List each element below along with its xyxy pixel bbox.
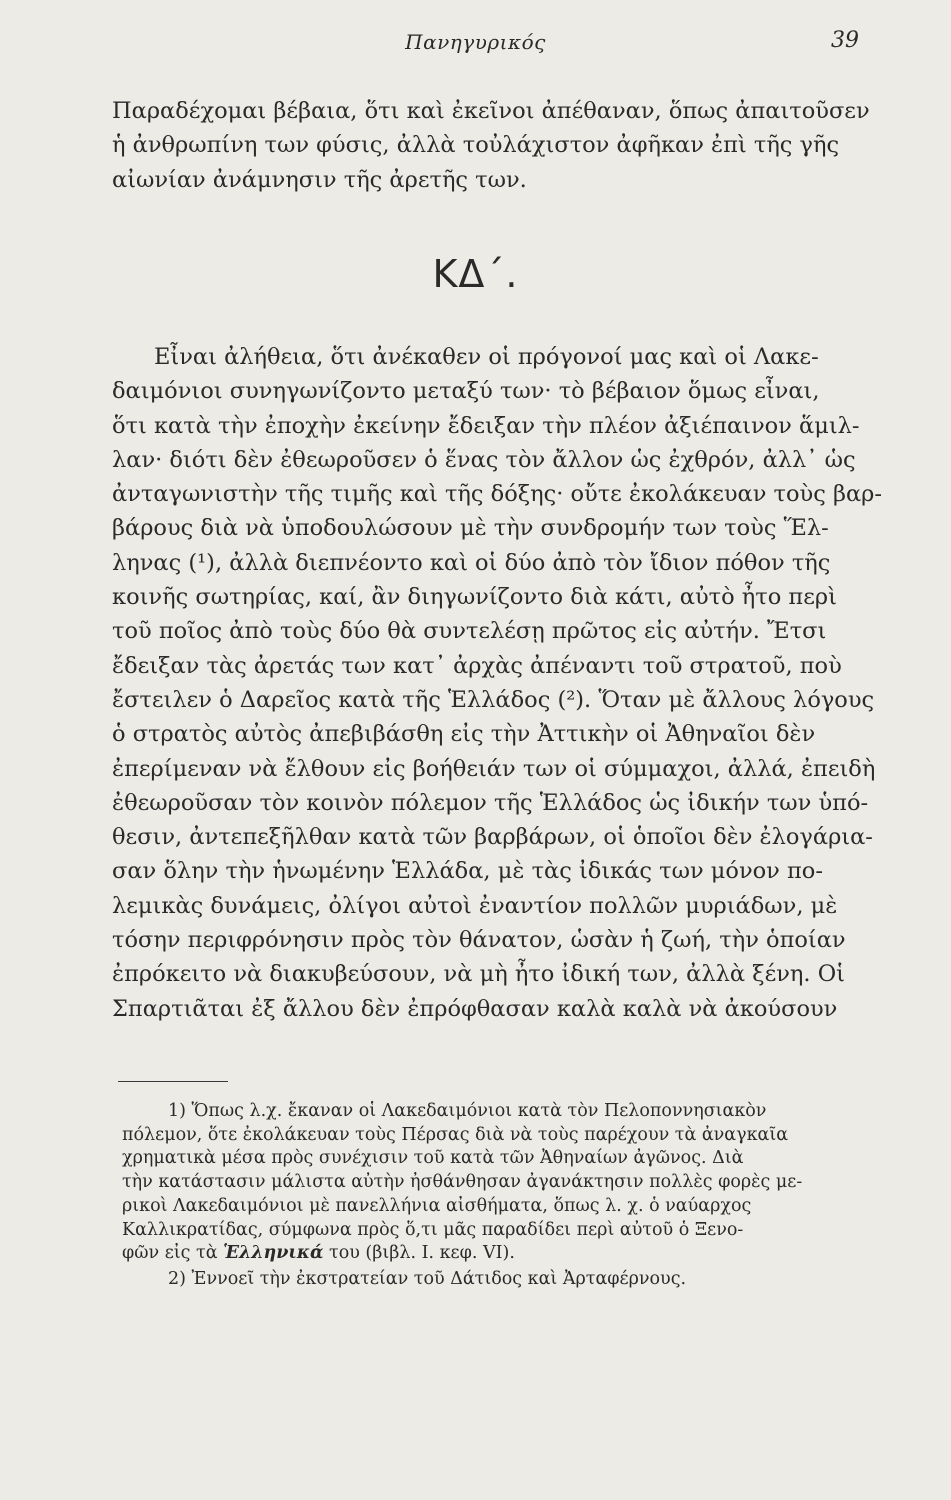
footnote-text: του (βιβλ. Ι. κεφ. VI). xyxy=(323,1243,515,1264)
footnote-line: πόλεμον, ὅτε ἐκολάκευαν τοὺς Πέρσας διὰ νὰ τοὺς παρέχουν τὰ ἀναγκαῖα xyxy=(122,1124,789,1145)
paragraph-1 xyxy=(112,94,880,197)
text-line: ἀνταγωνιστὴν τῆς τιμῆς καὶ τῆς δόξης· οὔτε ἐκολάκευαν τοὺς βαρ- xyxy=(112,481,883,508)
text-line: κοινῆς σωτηρίας, καί, ἂν διηγωνίζοντο διὰ κάτι, αὐτὸ ἦτο περὶ xyxy=(112,584,837,611)
footnote-line: 1) Ὅπως λ.χ. ἔκαναν οἱ Λακεδαιμόνιοι κατὰ τὸν Πελοποννησιακὸν xyxy=(168,1101,767,1121)
text-line: ἔδειξαν τὰς ἀρετάς των κατ᾽ ἀρχὰς ἀπέναντι τοῦ στρατοῦ, ποὺ xyxy=(112,652,842,679)
text-line: Παραδέχομαι βέβαια, ὅτι καὶ ἐκεῖνοι ἀπέθαναν, ὅπως ἀπαιτοῦσεν xyxy=(112,98,870,124)
text-line: ἡ ἀνθρωπίνη των φύσις, ἀλλὰ τοὐλάχιστον ἀφῆκαν ἐπὶ τῆς γῆς xyxy=(112,132,840,159)
running-title: Πανηγυρικός xyxy=(405,30,546,54)
footnote-line: χρηματικὰ μέσα πρὸς συνέχισιν τοῦ κατὰ τῶν Ἀθηναίων ἀγῶνος. Διὰ xyxy=(122,1148,744,1169)
text-line: δαιμόνιοι συνηγωνίζοντο μεταξύ των· τὸ βέβαιον ὅμως εἶναι, xyxy=(112,378,820,405)
text-line: Σπαρτιᾶται ἐξ ἄλλου δὲν ἐπρόφθασαν καλὰ καλὰ νὰ ἀκούσουν xyxy=(112,995,838,1022)
text-line: ληνας (¹), ἀλλὰ διεπνέοντο καὶ οἱ δύο ἀπὸ τὸν ἴδιον πόθον τῆς xyxy=(112,549,831,576)
footnote-2: 2) Ἐννοεῖ τὴν ἐκστρατείαν τοῦ Δάτιδος καὶ Ἀρταφέρνους. xyxy=(168,1268,687,1289)
book-title-reference: Ἑλληνικά xyxy=(223,1243,324,1264)
footnote-separator xyxy=(118,1081,228,1082)
text-line: θεσιν, ἀντεπεξῆλθαν κατὰ τῶν βαρβάρων, οἱ ὁποῖοι δὲν ἐλογάρια- xyxy=(112,824,873,851)
footnote-1 xyxy=(122,1100,882,1266)
text-line: ἐπρόκειτο νὰ διακυβεύσουν, νὰ μὴ ἦτο ἰδική των, ἀλλὰ ξένη. Οἱ xyxy=(112,961,845,988)
footnote-text: φῶν εἰς τὰ xyxy=(122,1243,224,1264)
running-head xyxy=(0,28,951,58)
text-line: λεμικὰς δυνάμεις, ὀλίγοι αὐτοὶ ἐναντίον πολλῶν μυριάδων, μὲ xyxy=(112,892,838,919)
text-line: ὅτι κατὰ τὴν ἐποχὴν ἐκείνην ἔδειξαν τὴν πλέον ἀξιέπαινον ἅμιλ- xyxy=(112,412,860,439)
text-line: αἰωνίαν ἀνάμνησιν τῆς ἀρετῆς των. xyxy=(112,166,527,193)
text-line: ὁ στρατὸς αὐτὸς ἀπεβιβάσθη εἰς τὴν Ἀττικὴν οἱ Ἀθηναῖοι δὲν xyxy=(112,721,816,748)
text-line: τοῦ ποῖος ἀπὸ τοὺς δύο θὰ συντελέσῃ πρῶτος εἰς αὐτήν. Ἔτσι xyxy=(112,618,827,645)
text-line: τόσην περιφρόνησιν πρὸς τὸν θάνατον, ὡσὰν ἡ ζωή, τὴν ὁποίαν xyxy=(112,927,846,954)
text-line: Εἶναι ἀλήθεια, ὅτι ἀνέκαθεν οἱ πρόγονοί μας καὶ οἱ Λακε- xyxy=(154,344,819,370)
footnote-line: τὴν κατάστασιν μάλιστα αὐτὴν ἠσθάνθησαν ἀγανάκτησιν πολλὲς φορὲς με- xyxy=(122,1172,803,1193)
footnotes xyxy=(122,1100,882,1292)
text-line: σαν ὅλην τὴν ἡνωμένην Ἑλλάδα, μὲ τὰς ἰδικάς των μόνον πο- xyxy=(112,858,823,885)
text-line: ἐθεωροῦσαν τὸν κοινὸν πόλεμον τῆς Ἑλλάδος ὡς ἰδικήν των ὑπό- xyxy=(112,789,869,816)
footnote-line: Καλλικρατίδας, σύμφωνα πρὸς ὅ,τι μᾶς παραδίδει περὶ αὐτοῦ ὁ Ξενο- xyxy=(122,1219,744,1240)
chapter-heading: ΚΔ΄. xyxy=(432,252,519,296)
text-line: ἔστειλεν ὁ Δαρεῖος κατὰ τῆς Ἑλλάδος (²). Ὅταν μὲ ἄλλους λόγους xyxy=(112,686,875,713)
text-line: βάρους διὰ νὰ ὑποδουλώσουν μὲ τὴν συνδρομήν των τοὺς Ἕλ- xyxy=(112,515,829,542)
page-number: 39 xyxy=(831,28,859,53)
footnote-line xyxy=(122,1242,882,1266)
text-line: ἐπερίμεναν νὰ ἔλθουν εἰς βοήθειάν των οἱ σύμμαχοι, ἀλλά, ἐπειδὴ xyxy=(112,755,876,782)
footnote-line: ρικοὶ Λακεδαιμόνιοι μὲ πανελλήνια αἰσθήματα, ὅπως λ. χ. ὁ ναύαρχος xyxy=(122,1195,752,1216)
paragraph-2 xyxy=(112,340,883,1026)
text-line: λαν· διότι δὲν ἐθεωροῦσεν ὁ ἕνας τὸν ἄλλον ὡς ἐχθρόν, ἀλλ᾽ ὡς xyxy=(112,446,856,473)
